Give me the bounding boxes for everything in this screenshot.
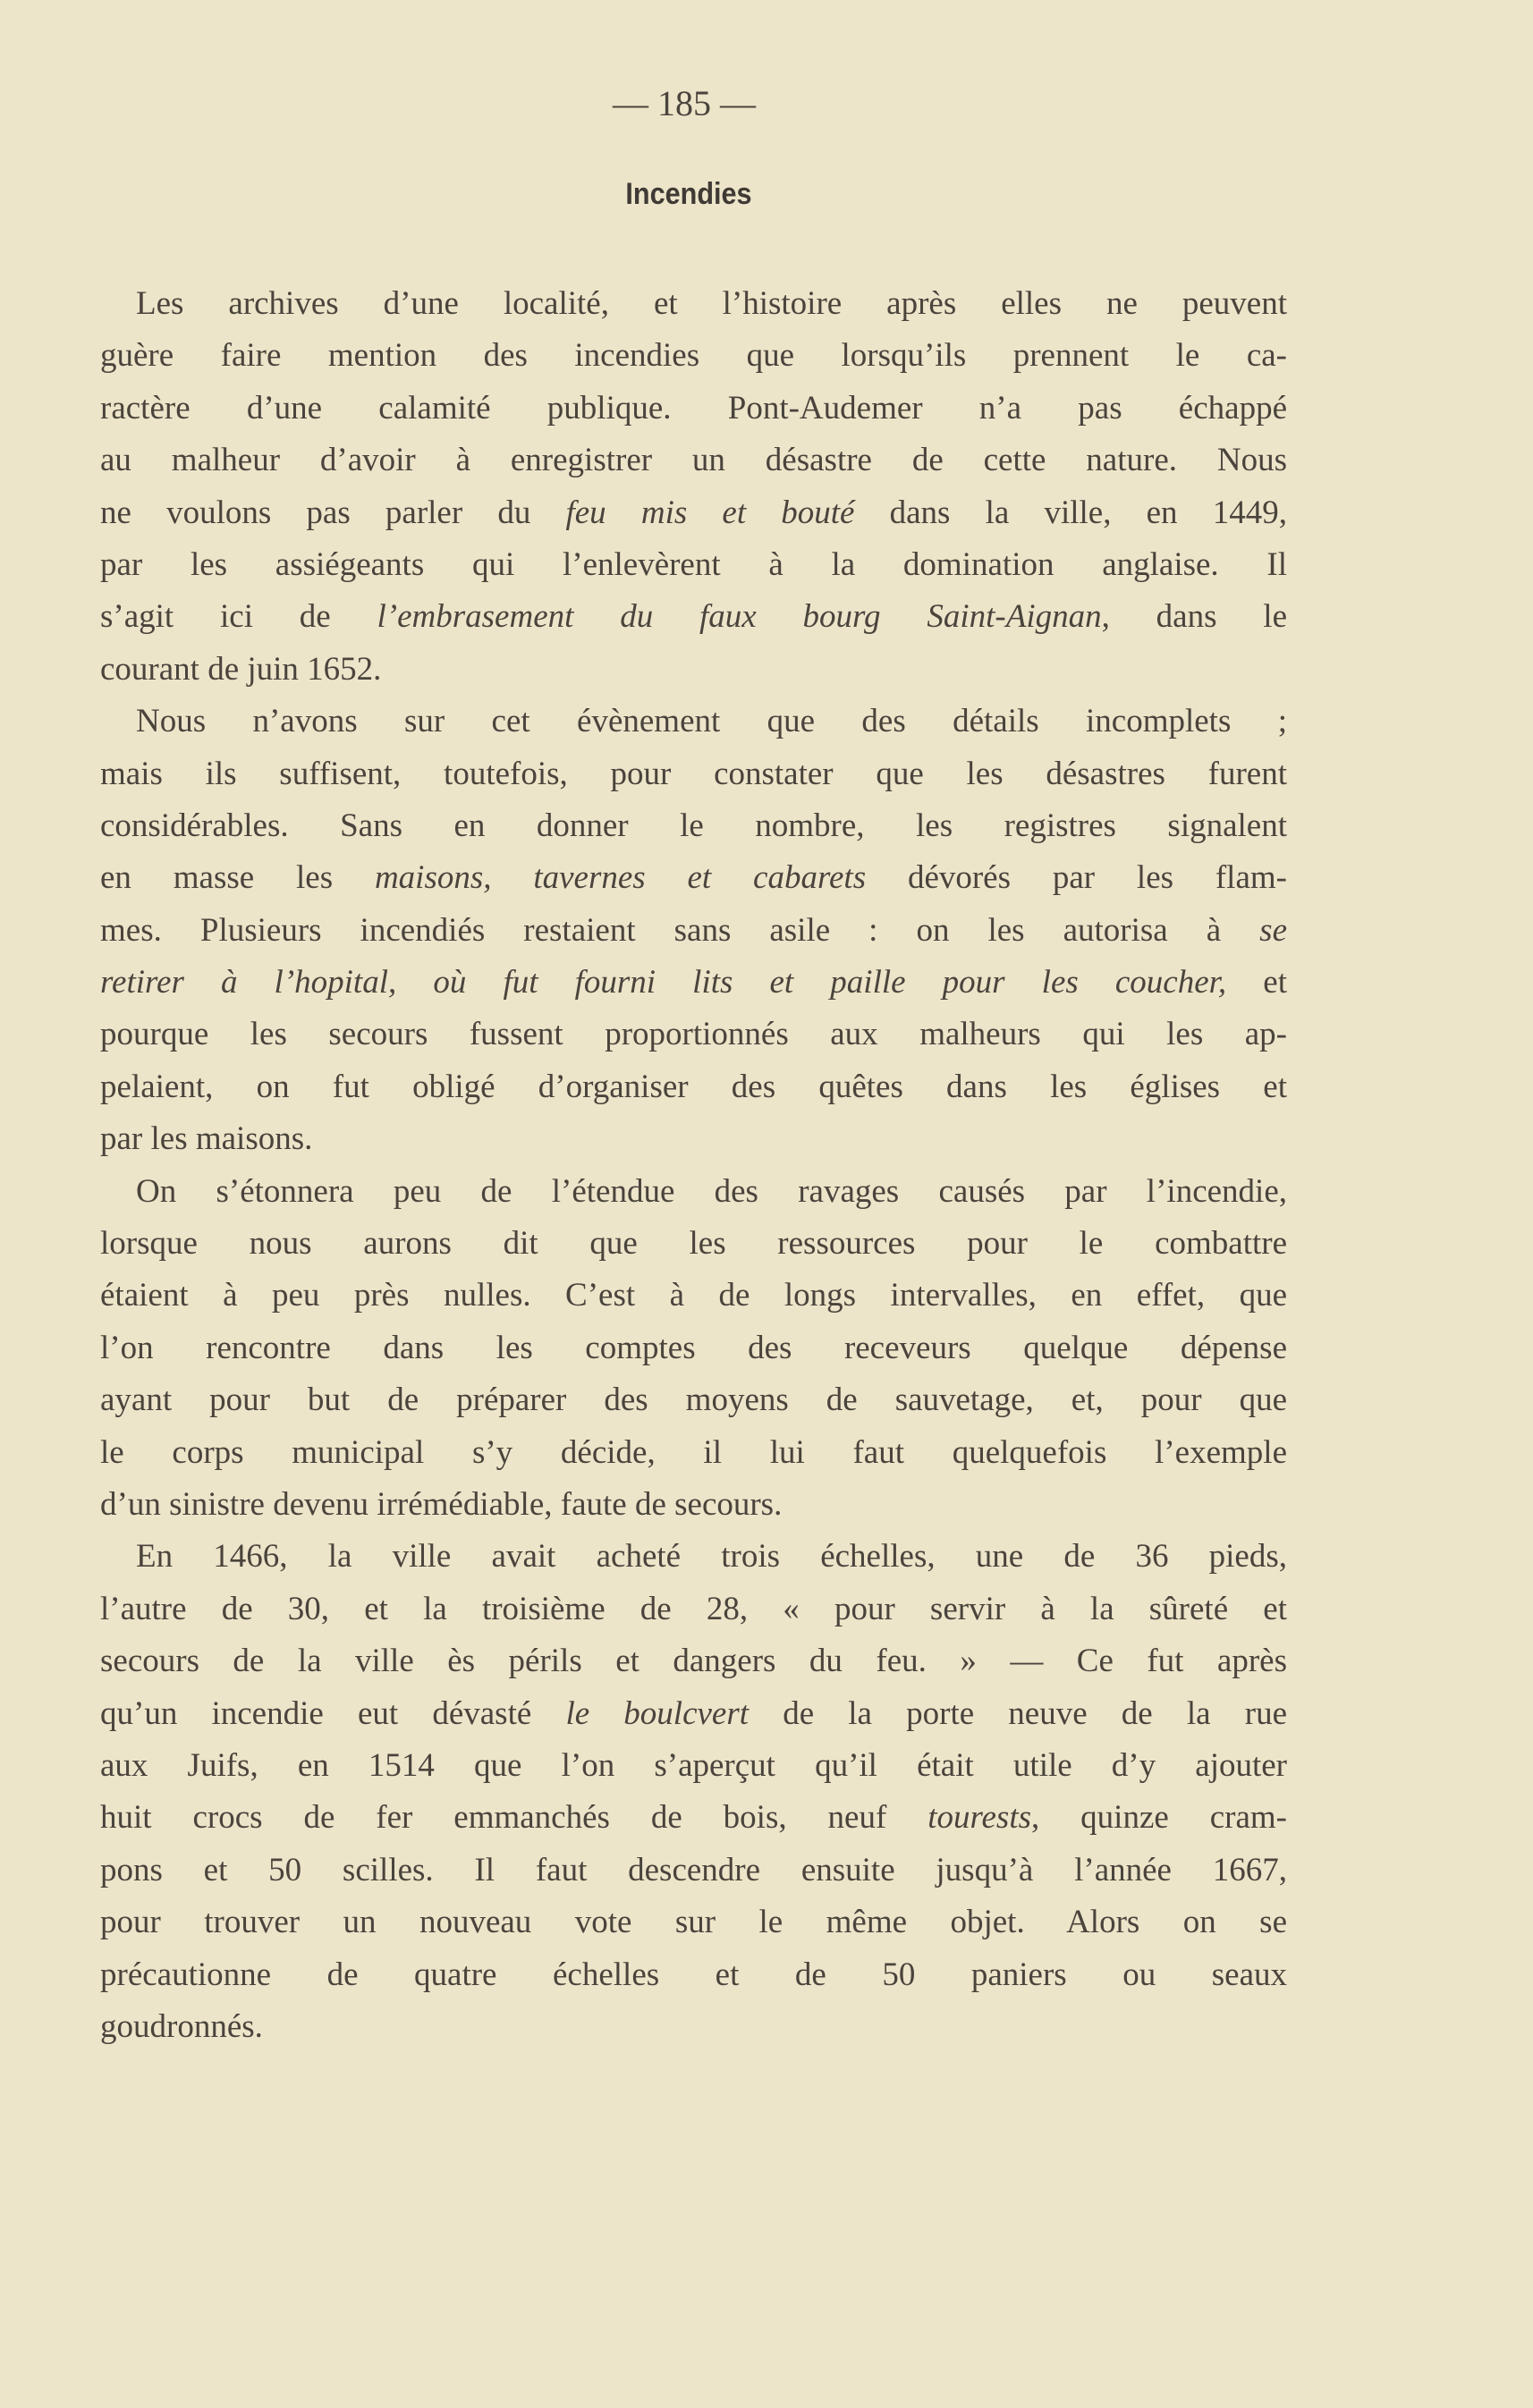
text-line	[100, 1113, 1287, 1165]
text-line	[100, 487, 1287, 539]
text-run: dévorés par les flam-	[866, 859, 1287, 897]
text-run: On s’étonnera peu de l’étendue des ravages causés par l’incendie,	[136, 1172, 1287, 1210]
text-line	[100, 1584, 1287, 1635]
text-line	[100, 330, 1287, 382]
text-line	[100, 1949, 1287, 2001]
text-run: huit crocs de fer emmanchés de bois, neuf	[100, 1799, 928, 1837]
section-title: Incendies	[625, 177, 752, 211]
text-run: ractère d’une calamité publique. Pont-Audemer n’a pas échappé	[100, 389, 1287, 427]
text-line	[100, 1427, 1287, 1479]
text-run: en masse les	[100, 859, 375, 897]
text-run: au malheur d’avoir à enregistrer un désastre de cette nature. Nous	[100, 442, 1287, 479]
page-number: — 185 —	[613, 83, 756, 123]
italic-text: retirer à l’hopital, où fut fourni lits et paille pour les coucher,	[100, 964, 1227, 1001]
text-run: par les assiégeants qui l’enlevèrent à la domination anglaise. Il	[100, 545, 1287, 583]
text-run: précautionne de quatre échelles et de 50 paniers ou seaux	[100, 1956, 1287, 1993]
text-line	[100, 800, 1287, 852]
text-run: d’un sinistre devenu irrémédiable, faute de secours.	[100, 1485, 783, 1523]
text-run: lorsque nous aurons dit que les ressources pour le combattre	[100, 1225, 1287, 1263]
text-line	[100, 1374, 1287, 1426]
text-run: et	[1226, 964, 1287, 1001]
text-run: Les archives d’une localité, et l’histoire après elles ne peuvent	[136, 285, 1287, 322]
text-run: pons et 50 scilles. Il faut descendre ensuite jusqu’à l’année 1667,	[100, 1851, 1287, 1888]
text-line	[100, 748, 1287, 800]
text-line	[100, 852, 1287, 904]
text-run: le corps municipal s’y décide, il lui faut quelquefois l’exemple	[100, 1433, 1287, 1471]
text-line	[100, 696, 1287, 748]
text-line	[100, 1845, 1287, 1897]
italic-text: le boulcvert	[565, 1694, 750, 1732]
text-run: ne voulons pas parler du	[100, 494, 566, 531]
text-run: aux Juifs, en 1514 que l’on s’aperçut qu’il était utile d’y ajouter	[100, 1746, 1287, 1784]
text-run: considérables. Sans en donner le nombre, les registres signalent	[100, 807, 1287, 844]
body-text	[100, 278, 1287, 2053]
text-line	[100, 905, 1287, 957]
text-line	[100, 644, 1287, 696]
italic-text: l’embrasement du faux bourg Saint-Aignan	[377, 598, 1102, 636]
text-run: dans la ville, en 1449,	[854, 494, 1287, 531]
italic-text: maisons, tavernes et cabarets	[374, 859, 867, 897]
italic-text: se	[1259, 911, 1287, 949]
text-line	[100, 591, 1287, 643]
text-line	[100, 278, 1287, 330]
text-line	[100, 435, 1287, 486]
text-line	[100, 1218, 1287, 1270]
text-run: de la porte neuve de la rue	[749, 1694, 1287, 1732]
text-run: pelaient, on fut obligé d’organiser des quêtes dans les églises et	[100, 1068, 1287, 1105]
text-run: , quinze cram-	[1031, 1799, 1287, 1837]
text-run: mais ils suffisent, toutefois, pour constater que les désastres furent	[100, 755, 1287, 792]
text-line	[100, 1688, 1287, 1740]
text-run: guère faire mention des incendies que lorsqu’ils prennent le ca-	[100, 337, 1287, 375]
text-line	[100, 383, 1287, 435]
text-line	[100, 1792, 1287, 1844]
text-run: secours de la ville ès périls et dangers du feu. » — Ce fut après	[100, 1643, 1287, 1680]
text-line	[100, 1322, 1287, 1374]
text-run: étaient à peu près nulles. C’est à de longs intervalles, en effet, que	[100, 1277, 1287, 1314]
text-line	[100, 1531, 1287, 1583]
italic-text: feu mis et bouté	[565, 494, 855, 531]
text-run: l’autre de 30, et la troisième de 28, « pour servir à la sûreté et	[100, 1590, 1287, 1627]
text-run: goudronnés.	[100, 2007, 263, 2045]
text-line	[100, 1635, 1287, 1687]
text-run: pourque les secours fussent proportionnés aux malheurs qui les ap-	[100, 1016, 1287, 1053]
text-run: Nous n’avons sur cet évènement que des détails incomplets ;	[136, 703, 1287, 740]
text-line	[100, 2001, 1287, 2053]
text-run: pour trouver un nouveau vote sur le même objet. Alors on se	[100, 1904, 1287, 1941]
text-run: ayant pour but de préparer des moyens de sauvetage, et, pour que	[100, 1381, 1287, 1419]
text-line	[100, 1009, 1287, 1060]
text-run: , dans le	[1101, 598, 1287, 636]
text-run: courant de juin 1652.	[100, 650, 382, 688]
text-run: l’on rencontre dans les comptes des receveurs quelque dépense	[100, 1329, 1287, 1366]
text-line	[100, 1479, 1287, 1531]
italic-text: tourests	[927, 1799, 1032, 1837]
text-run: par les maisons.	[100, 1120, 313, 1158]
text-run: s’agit ici de	[100, 598, 377, 636]
text-run: qu’un incendie eut dévasté	[100, 1694, 566, 1732]
text-line	[100, 1270, 1287, 1322]
text-run: En 1466, la ville avait acheté trois échelles, une de 36 pieds,	[136, 1538, 1287, 1576]
text-run: mes. Plusieurs incendiés restaient sans asile : on les autorisa à	[100, 911, 1260, 949]
text-line	[100, 1740, 1287, 1792]
text-line	[100, 1166, 1287, 1218]
text-line	[100, 1897, 1287, 1948]
text-line	[100, 957, 1287, 1009]
text-line	[100, 1061, 1287, 1113]
text-line	[100, 539, 1287, 591]
